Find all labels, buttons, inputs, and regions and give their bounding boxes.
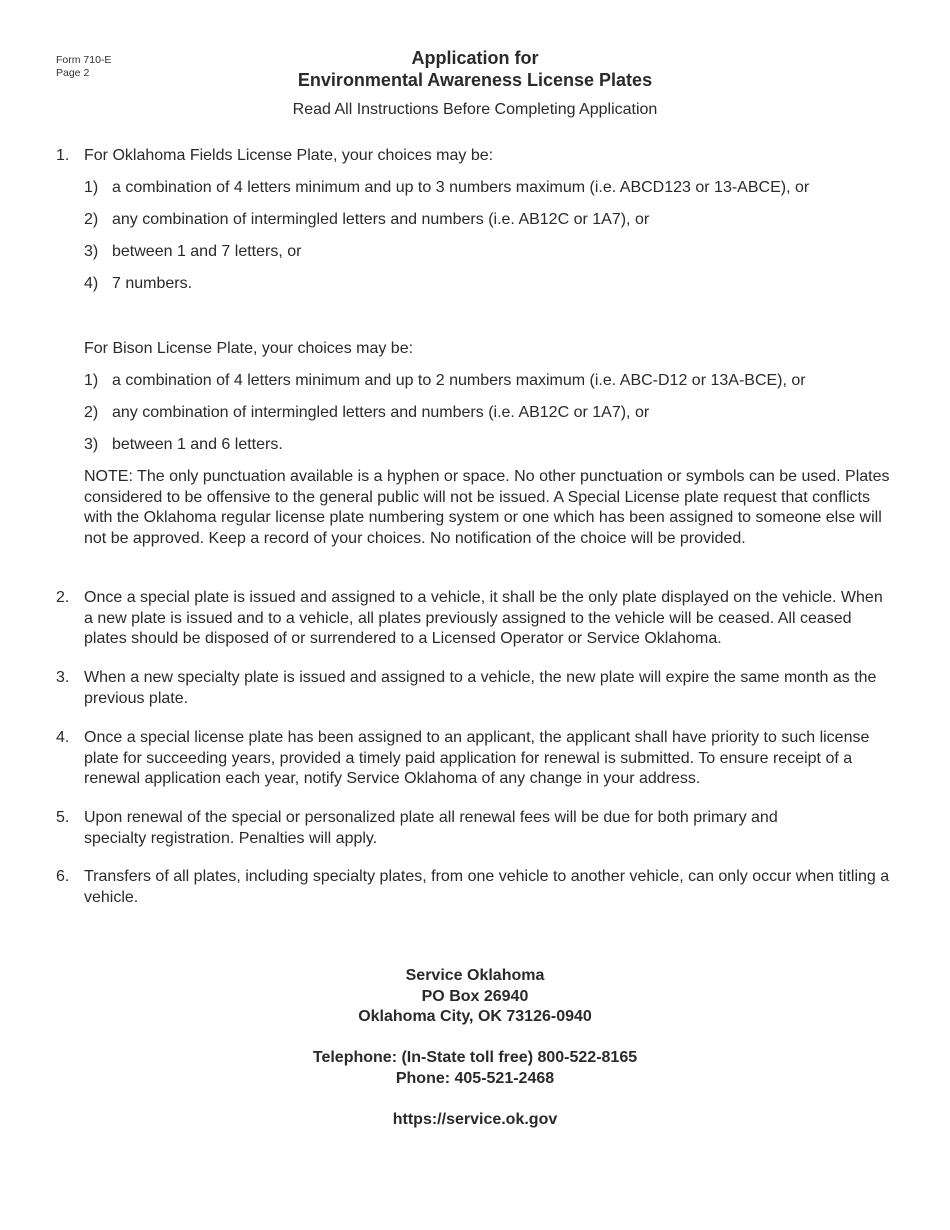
fields-choice-number: 4) — [84, 275, 99, 292]
contact-phone: Phone: 405-521-2468 — [395, 1069, 555, 1087]
fields-choice-text: 7 numbers. — [112, 275, 193, 292]
title-line-1: Application for — [411, 48, 539, 68]
bison-choice-number: 3) — [84, 436, 99, 453]
contact-telephone: Telephone: (In-State toll free) 800-522-8165 — [312, 1049, 638, 1066]
contact-org: Service Oklahoma — [405, 967, 545, 984]
bison-plate-intro: For Bison License Plate, your choices may be: — [84, 340, 414, 357]
item-text: Transfers of all plates, including specialty plates, from one vehicle to another vehicle, can only occur when titling a vehicle. — [84, 868, 890, 906]
fields-choice-text: a combination of 4 letters minimum and up to 3 numbers maximum (i.e. ABCD123 or 13-ABCE), or — [112, 179, 810, 196]
item-number: 2. — [56, 589, 70, 606]
fields-choice-number: 3) — [84, 243, 99, 260]
item-text: When a new specialty plate is issued and assigned to a vehicle, the new plate will expire the same month as the previous plate. — [84, 669, 877, 707]
contact-address — [0, 966, 950, 1028]
page-subtitle: Read All Instructions Before Completing Application — [292, 101, 658, 118]
contact-po-box: PO Box 26940 — [421, 987, 529, 1005]
contact-website[interactable]: https://service.ok.gov — [392, 1111, 558, 1128]
item-text: Once a special license plate has been assigned to an applicant, the applicant shall have priority to such license plate for succeeding years, provided a timely paid application for renewal is submitted. To ensure receipt of a renewal application each year, notify Service Oklahoma of any change in your address. — [84, 729, 870, 787]
bison-choice-number: 1) — [84, 372, 99, 389]
item-number: 3. — [56, 669, 70, 686]
bison-choice-text: any combination of intermingled letters and numbers (i.e. AB12C or 1A7), or — [112, 404, 650, 421]
item-number: 6. — [56, 868, 70, 885]
contact-city: Oklahoma City, OK 73126-0940 — [358, 1008, 592, 1025]
page-number: Page 2 — [56, 67, 90, 79]
bison-choice-number: 2) — [84, 404, 99, 421]
title-line-2: Environmental Awareness License Plates — [297, 70, 653, 90]
punctuation-note: NOTE: The only punctuation available is a hyphen or space. No other punctuation or symbols can be used. Plates considered to be offensive to the general public will not be issued. A Special License plate request that conflicts with the Oklahoma regular license plate numbering system or one which has been assigned to someone else will not be approved. Keep a record of your choices. No notification of the choice will be provided. — [84, 468, 890, 547]
item-number: 1. — [56, 147, 70, 164]
contact-phones — [0, 1048, 950, 1089]
fields-choice-number: 1) — [84, 179, 99, 196]
item-number: 4. — [56, 729, 70, 746]
bison-choice-text: between 1 and 6 letters. — [112, 436, 283, 453]
fields-choice-number: 2) — [84, 211, 99, 228]
page-title — [0, 47, 950, 91]
fields-choice-text: any combination of intermingled letters and numbers (i.e. AB12C or 1A7), or — [112, 211, 650, 228]
fields-plate-intro: For Oklahoma Fields License Plate, your choices may be: — [84, 147, 494, 164]
form-number: Form 710-E — [56, 54, 112, 66]
item-text: Once a special plate is issued and assigned to a vehicle, it shall be the only plate displayed on the vehicle. When a new plate is issued and to a vehicle, all plates previously assigned to the vehicle will be ceased. All ceased plates should be disposed of or surrendered to a Licensed Operator or Service Oklahoma. — [84, 589, 883, 647]
bison-choice-text: a combination of 4 letters minimum and up to 2 numbers maximum (i.e. ABC-D12 or 13A-BCE), or — [112, 372, 806, 389]
fields-choice-text: between 1 and 7 letters, or — [112, 243, 302, 260]
item-text: Upon renewal of the special or personalized plate all renewal fees will be due for both primary and specialty registration. Penalties will apply. — [84, 809, 778, 847]
item-number: 5. — [56, 809, 70, 826]
